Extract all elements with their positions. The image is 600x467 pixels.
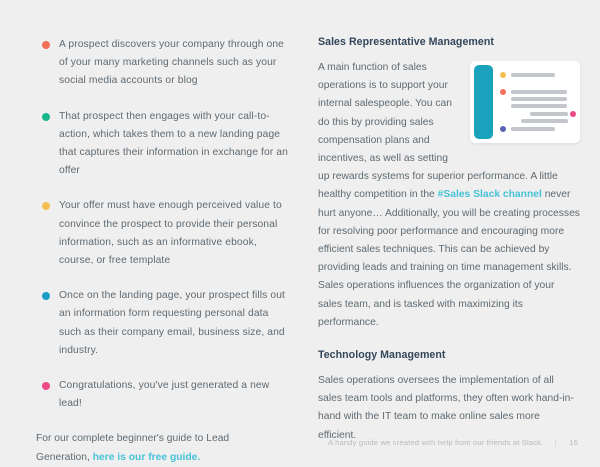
list-item [30,108,292,181]
card-dot-icon [500,89,506,95]
list-item [30,197,292,270]
bullet-dot-icon [42,41,50,49]
card-dot-icon [500,126,506,132]
list-item-text: Congratulations, you've just generated a new lead! [59,380,270,410]
card-dot-icon [570,111,576,117]
footer-separator: | [554,438,557,447]
bullet-dot-icon [42,382,50,390]
bullet-dot-icon [42,292,50,300]
card-text-bar [521,119,568,123]
list-item-text: That prospect then engages with your call-to-action, which takes them to a new landing page that captures their information in exchange for an offer [59,110,288,177]
page-number: 16 [569,438,578,447]
bullet-dot-icon [42,113,50,121]
card-text-bar [511,90,567,94]
bullet-dot-icon [42,202,50,210]
card-text-bar [511,73,555,77]
footer-credit-text: A handy guide we created with help from our friends at Slack. [328,438,544,447]
list-item [30,36,292,91]
list-item-text: Your offer must have enough perceived value to convince the prospect to provide their personal information, such as an informative ebook, course, or free template [59,200,282,267]
list-item [30,377,292,413]
sales-representative-management-body [318,59,580,332]
closing-paragraph-text: For our complete beginner's guide to Lead Generation, [36,433,230,463]
right-column [318,36,580,467]
card-text-bar [511,127,555,131]
card-accent-rail [474,65,493,139]
lead-generation-step-list [30,36,292,413]
sales-representative-management-heading: Sales Representative Management [318,36,494,48]
paragraph-part-before-link: A main function of sales operations is to support your internal salespeople. You can do this by providing sales compensation plans and incentives, as well as setting up rewards systems for superior performance. A little healthy competition in the [318,62,558,201]
technology-management-heading: Technology Management [318,349,446,362]
left-column [30,36,292,467]
list-item [30,287,292,360]
free-guide-link[interactable]: here is our free guide. [92,451,201,463]
illustration-figure [470,61,580,143]
card-content-area [498,61,580,143]
sales-slack-channel-link[interactable]: #Sales Slack channel [437,189,542,201]
card-text-bar [511,104,567,108]
document-card-illustration [470,61,580,143]
technology-management-paragraph: Sales operations oversees the implementation of all sales team tools and platforms, they often work hand-in-hand with the IT team to make online sales more efficient. [318,375,574,441]
list-item-text: A prospect discovers your company through one of your many marketing channels such as your social media accounts or blog [59,39,284,87]
card-text-bar [511,97,567,101]
list-item-text: Once on the landing page, your prospect fills out an information form requesting personal data such as their company email, business size, and industry. [59,290,285,356]
card-text-bar [530,112,568,116]
paragraph-part-after-link: never hurt anyone… Additionally, you will be creating processes for resolving poor performance and encouraging more efficient sales techniques. This can be achieved by providing leads and training on time management skills. Sales operations influences the organization of your sales team, and is tasked with maximizing its performance. [318,189,580,328]
page-footer [0,438,600,447]
card-dot-icon [500,72,506,78]
closing-paragraph [36,430,284,466]
